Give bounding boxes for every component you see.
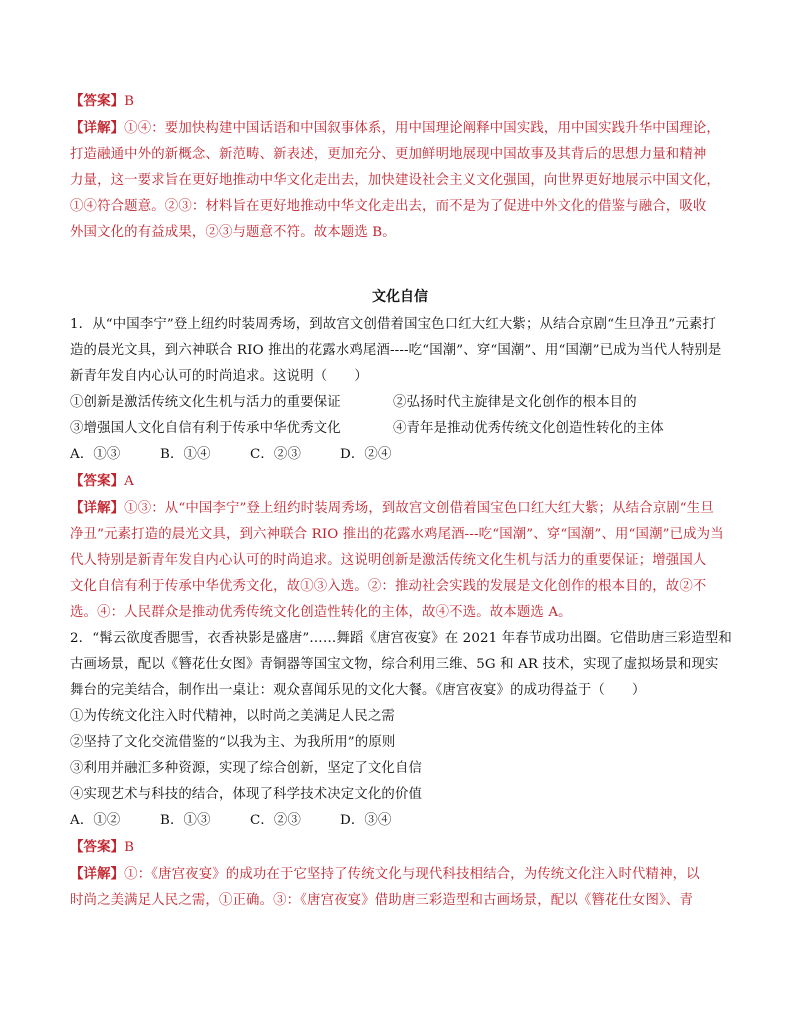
answer-label: 【答案】 bbox=[70, 473, 125, 489]
answer-line bbox=[70, 88, 730, 115]
detail-line: 打造融通中外的新概念、新范畴、新表述，更加充分、更加鲜明地展现中国故事及其背后的思想力量和精神 bbox=[70, 147, 707, 162]
option-item: ①为传统文化注入时代精神，以时尚之美满足人民之需 bbox=[70, 709, 395, 724]
choice-row bbox=[70, 442, 730, 468]
detail-line: ①④符合题意。②③：材料旨在更好地推动中华文化走出去，而不是为了促进中外文化的借鉴与融合，吸收 bbox=[70, 199, 707, 214]
question-stem-line: 1．从“中国李宁”登上纽约时装周秀场，到故宫文创借着国宝色口红大红大紫；从结合京剧“生旦净丑”元素打 bbox=[70, 317, 716, 332]
choice-a: A．①③ bbox=[70, 447, 121, 462]
choice-b: B．①③ bbox=[160, 813, 211, 828]
detail-line: 力量，这一要求旨在更好地推动中华文化走出去，加快建设社会主义文化强国，向世界更好地展示中国文化， bbox=[70, 173, 720, 188]
answer-line bbox=[70, 834, 730, 861]
question-stem-line: 新青年发自内心认可的时尚追求。这说明（ ） bbox=[70, 369, 368, 384]
detail-line: 选。④：人民群众是推动优秀传统文化创造性转化的主体，故④不选。故本题选 A。 bbox=[70, 605, 572, 620]
answer-value: B bbox=[124, 840, 135, 855]
option-item: ②弘扬时代主旋律是文化创作的根本目的 bbox=[393, 395, 637, 410]
choice-c: C．②③ bbox=[250, 813, 302, 828]
option-item: ③利用并融汇多种资源，实现了综合创新，坚定了文化自信 bbox=[70, 761, 423, 776]
option-item: ④青年是推动优秀传统文化创造性转化的主体 bbox=[393, 421, 664, 436]
choice-c: C．②③ bbox=[250, 447, 302, 462]
choice-d: D．③④ bbox=[340, 813, 392, 828]
detail-label: 【详解】 bbox=[70, 866, 125, 882]
detail-line bbox=[70, 115, 730, 142]
detail-line: 代人特别是新青年发自内心认可的时尚追求。这说明创新是激活传统文化生机与活力的重要保证；增强国人 bbox=[70, 553, 707, 568]
detail-label: 【详解】 bbox=[70, 500, 125, 516]
option-item: ③增强国人文化自信有利于传承中华优秀文化 bbox=[70, 421, 341, 436]
choice-b: B．①④ bbox=[160, 447, 211, 462]
answer-label: 【答案】 bbox=[70, 93, 125, 109]
detail-text: ①④：要加快构建中国话语和中国叙事体系，用中国理论阐释中国实践，用中国实践升华中国理论， bbox=[124, 121, 720, 136]
detail-line: 净丑”元素打造的晨光文具，到六神联合 RIO 推出的花露水鸡尾酒---吃“国潮”、穿“国潮”、用“国潮”已成为当 bbox=[70, 527, 724, 542]
detail-line: 时尚之美满足人民之需，①正确。③：《唐宫夜宴》借助唐三彩造型和古画场景，配以《簪花仕女图》、青 bbox=[70, 893, 694, 908]
answer-label: 【答案】 bbox=[70, 839, 125, 855]
answer-value: A bbox=[124, 474, 134, 489]
question-stem-line: 2．“髯云欲度香腮雪，衣香袂影是盛唐”……舞蹈《唐宫夜宴》在 2021 年春节成功出圈。它借助唐三彩造型和 bbox=[70, 631, 732, 646]
detail-line: 外国文化的有益成果，②③与题意不符。故本题选 B。 bbox=[70, 225, 396, 240]
option-item: ④实现艺术与科技的结合，体现了科学技术决定文化的价值 bbox=[70, 787, 423, 802]
question-stem-line: 舞台的完美结合，制作出一桌让：观众喜闻乐见的文化大餐。《唐宫夜宴》的成功得益于（ ） bbox=[70, 683, 646, 698]
detail-line bbox=[70, 861, 730, 888]
answer-line bbox=[70, 468, 730, 495]
option-item: ②坚持了文化交流借鉴的“以我为主、为我所用”的原则 bbox=[70, 735, 396, 750]
choice-d: D．②④ bbox=[340, 447, 392, 462]
question-stem-line: 造的晨光文具，到六神联合 RIO 推出的花露水鸡尾酒----吃“国潮”、穿“国潮”、用“国潮”已成为当代人特别是 bbox=[70, 343, 722, 358]
question-stem-line: 古画场景，配以《簪花仕女图》青铜器等国宝文物，综合利用三维、5G 和 AR 技术，实现了虚拟场景和现实 bbox=[70, 657, 719, 672]
choice-a: A．①② bbox=[70, 813, 121, 828]
option-row bbox=[70, 390, 730, 416]
option-row bbox=[70, 416, 730, 442]
option-item: ①创新是激活传统文化生机与活力的重要保证 bbox=[70, 395, 341, 410]
detail-text: ①：《唐宫夜宴》的成功在于它坚持了传统文化与现代科技相结合，为传统文化注入时代精神，以 bbox=[124, 867, 700, 882]
detail-label: 【详解】 bbox=[70, 120, 125, 136]
choice-row bbox=[70, 808, 730, 834]
detail-text: ①③：从“中国李宁”登上纽约时装周秀场，到故宫文创借着国宝色口红大红大紫；从结合京剧“生旦 bbox=[124, 501, 714, 516]
detail-line bbox=[70, 495, 730, 522]
document-page bbox=[70, 88, 730, 914]
section-title: 文化自信 bbox=[372, 289, 428, 305]
answer-value: B bbox=[124, 94, 135, 109]
detail-line: 文化自信有利于传承中华优秀文化，故①③入选。②：推动社会实践的发展是文化创作的根本目的，故②不 bbox=[70, 579, 707, 594]
